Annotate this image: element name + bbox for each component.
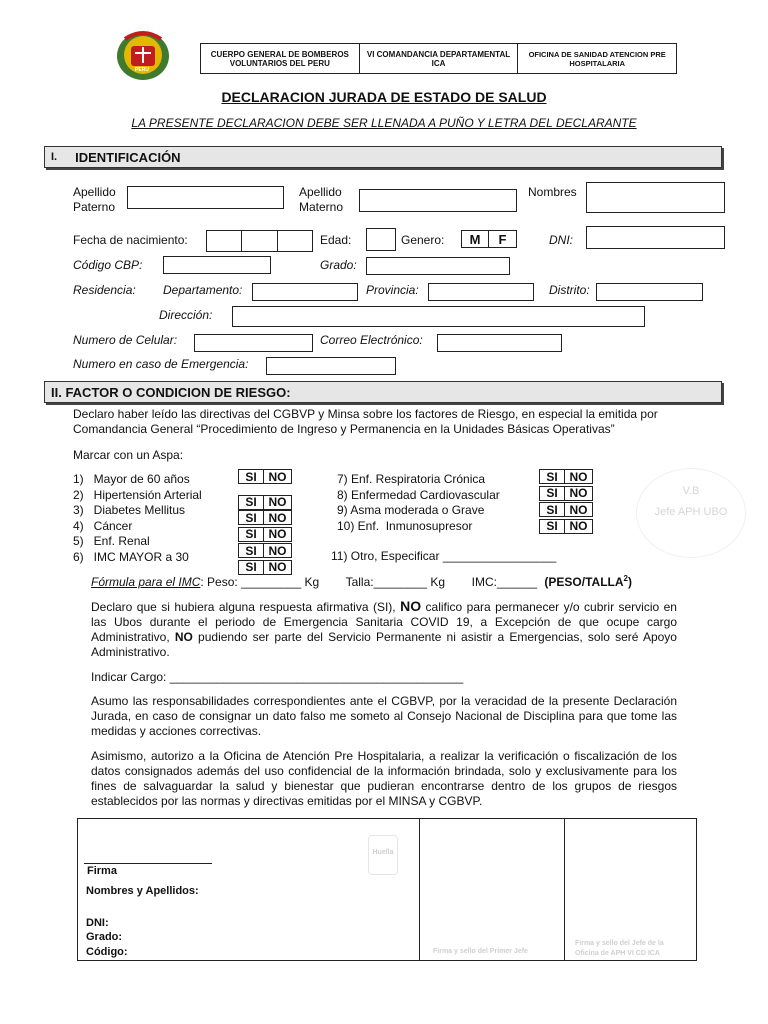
direccion-label: Dirección: <box>159 308 213 322</box>
risk-item: 9) Asma moderada o Grave <box>337 503 485 517</box>
section-title: IDENTIFICACIÓN <box>75 149 181 165</box>
risk-item: 2) Hipertensión Arterial <box>73 487 202 502</box>
autorizacion-paragraph: Asimismo, autorizo a la Oficina de Atención Pre Hospitalaria, a realizar la verificación o fiscalización de los datos consignados además del uso confidencial de la información brindada, solo y exclusivamente para los fines de salvaguardar la salud y bienestar que pudieran encontrarse dentro de los grupos de riesgos establecidos por las normas y directivas emitidas por el MINSA y CGBVP. <box>91 749 677 808</box>
indicar-cargo: Indicar Cargo: ____________________________________________ <box>91 670 464 684</box>
risk-item: 8) Enfermedad Cardiovascular <box>337 487 500 502</box>
page-subtitle: LA PRESENTE DECLARACION DEBE SER LLENADA A PUÑO Y LETRA DEL DECLARANTE <box>131 116 637 130</box>
responsabilidades-paragraph: Asumo las responsabilidades correspondientes ante el CGBVP, por la veracidad de la presente Declaración Jurada, en caso de consignar un dato falso me someto al Consejo Nacional de Disciplina para que tome las medidas y acciones correctivas. <box>91 694 677 738</box>
risk-list-right <box>337 472 500 534</box>
dni-field[interactable] <box>586 226 725 249</box>
section-factor-riesgo-header <box>44 381 722 403</box>
sign-codigo-label: Código: <box>86 946 128 958</box>
genero-label: Genero: <box>401 233 445 247</box>
correo-field[interactable] <box>437 334 562 352</box>
edad-field[interactable] <box>366 228 396 251</box>
provincia-label: Provincia: <box>366 283 419 297</box>
codigo-cbp-field[interactable] <box>163 256 271 274</box>
otro-especificar: 11) Otro, Especificar _________________ <box>331 549 557 563</box>
si-no-toggle[interactable]: SI NO <box>238 527 292 542</box>
risk-item: 10) Enf. Inmunosupresor <box>337 518 473 533</box>
huella-label: Huella <box>372 849 394 856</box>
grado-field[interactable] <box>366 257 510 275</box>
genero-m-option[interactable]: M <box>461 230 489 248</box>
apellido-materno-field[interactable] <box>359 189 517 212</box>
distrito-label: Distrito: <box>549 283 590 297</box>
genero-selector[interactable] <box>461 230 517 248</box>
primer-jefe-label: Firma y sello del Primer Jefe <box>433 948 528 955</box>
emergencia-field[interactable] <box>266 357 396 375</box>
si-no-toggle[interactable]: SI NO <box>238 495 292 510</box>
declaracion-paragraph: Declaro que si hubiera alguna respuesta afirmativa (SI), NO califico para permanecer y/o cubrir servicio en las Ubos durante el periodo de Emergencia Sanitaria COVID 19, a Excepción de que ocupe cargo Administrativo, NO pudiendo ser parte del Servicio Permanente ni asistir a Emergencias, solo seré Apoyo Administrativo. <box>91 598 677 659</box>
nombres-apellidos-label: Nombres y Apellidos: <box>86 885 199 897</box>
page-title: DECLARACION JURADA DE ESTADO DE SALUD <box>221 89 547 105</box>
grado-label: Grado: <box>320 258 357 272</box>
header-table <box>200 43 677 74</box>
vb-stamp: V.B Jefe APH UBO <box>636 468 746 558</box>
nombres-field[interactable] <box>586 182 725 213</box>
fecha-nacimiento-label: Fecha de nacimiento: <box>73 233 188 247</box>
marcar-label: Marcar con un Aspa: <box>73 448 184 462</box>
genero-f-option[interactable]: F <box>489 230 517 248</box>
celular-field[interactable] <box>194 334 313 352</box>
distrito-field[interactable] <box>596 283 703 301</box>
si-no-toggle[interactable]: SI NO <box>238 560 292 575</box>
section-identificacion-header <box>44 146 722 168</box>
apellido-paterno-field[interactable] <box>127 186 284 209</box>
firma-label: Firma <box>87 865 117 877</box>
formula-imc: Fórmula para el IMC: Peso: _________ Kg Talla:________ Kg IMC:______ (PESO/TALLA$^2$) <box>91 574 632 589</box>
si-no-toggle[interactable]: SI NO <box>539 486 593 501</box>
si-no-toggle[interactable]: SI NO <box>238 469 292 484</box>
si-no-toggle[interactable]: SI NO <box>238 543 292 558</box>
celular-label: Numero de Celular: <box>73 333 178 347</box>
direccion-field[interactable] <box>232 306 645 327</box>
codigo-cbp-label: Código CBP: <box>73 258 143 272</box>
risk-item: 1) Mayor de 60 años <box>73 472 190 486</box>
sign-dni-label: DNI: <box>86 917 109 929</box>
logo <box>113 27 173 82</box>
sign-grado-label: Grado: <box>86 931 123 943</box>
apellido-paterno-label: Apellido Paterno <box>73 185 116 214</box>
section-title: II. FACTOR O CONDICION DE RIESGO: <box>51 384 291 400</box>
header-cell-oficina: OFICINA DE SANIDAD ATENCION PRE HOSPITALARIA <box>528 49 666 68</box>
departamento-field[interactable] <box>252 283 358 301</box>
emergencia-label: Numero en caso de Emergencia: <box>73 357 249 371</box>
si-no-toggle[interactable]: SI NO <box>539 469 593 484</box>
risk-item: 5) Enf. Renal <box>73 534 150 548</box>
si-no-toggle[interactable]: SI NO <box>238 510 292 525</box>
residencia-label: Residencia: <box>73 283 136 297</box>
risk-item: 4) Cáncer <box>73 518 133 533</box>
si-no-column-right <box>539 469 593 534</box>
signature-box <box>77 818 697 961</box>
logo-text: PERU <box>135 67 149 73</box>
correo-label: Correo Electrónico: <box>320 333 423 347</box>
header-cell-bomberos: CUERPO GENERAL DE BOMBEROS VOLUNTARIOS DEL PERU <box>201 44 360 73</box>
nombres-label: Nombres <box>528 185 577 199</box>
header-cell-comandancia: VI COMANDANCIA DEPARTAMENTAL ICA <box>360 44 519 73</box>
fecha-nacimiento-field[interactable] <box>206 230 313 252</box>
si-no-column-left <box>238 469 292 575</box>
firma-line <box>84 863 212 864</box>
intro-paragraph: Declaro haber leído las directivas del CGBVP y Minsa sobre los factores de Riesgo, en especial la emitida por Comandancia General “Procedimiento de Ingreso y Permanencia en la Unidades Básicas Operativas” <box>73 407 658 436</box>
si-no-toggle[interactable]: SI NO <box>539 519 593 534</box>
risk-item: 6) IMC MAYOR a 30 <box>73 549 189 564</box>
huella-box[interactable] <box>368 835 398 875</box>
dni-label: DNI: <box>549 233 573 247</box>
risk-list-left <box>73 472 202 565</box>
risk-item: 3) Diabetes Mellitus <box>73 503 186 517</box>
provincia-field[interactable] <box>428 283 534 301</box>
si-no-toggle[interactable]: SI NO <box>539 502 593 517</box>
jefe-oficina-label: Firma y sello del Jefe de la Oficina de APH VI CD ICA <box>575 940 664 957</box>
apellido-materno-label: Apellido Materno <box>299 185 344 214</box>
edad-label: Edad: <box>320 233 352 247</box>
departamento-label: Departamento: <box>163 283 243 297</box>
risk-item: 7) Enf. Respiratoria Crónica <box>337 472 486 486</box>
section-number: I. <box>51 151 58 163</box>
